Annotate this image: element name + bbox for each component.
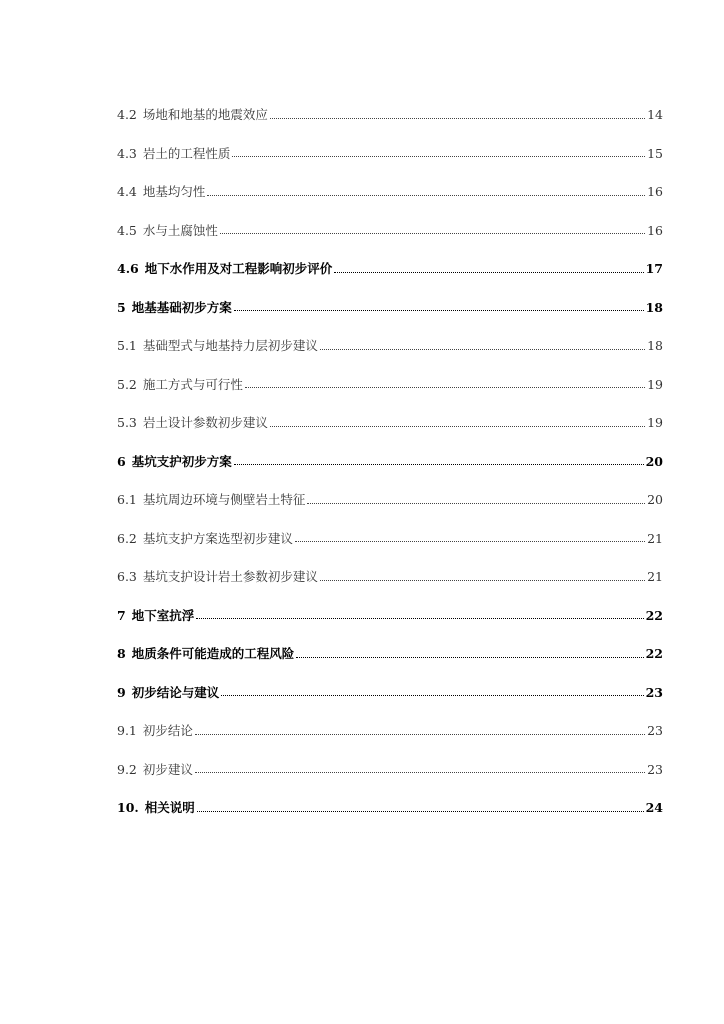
toc-entry[interactable] [117,391,663,430]
toc-entry[interactable] [117,507,663,546]
toc-entry-page: 22 [645,646,663,661]
toc-entry-page: 20 [645,453,663,469]
toc-dot-leader [197,811,644,812]
toc-entry-number: 6.1 [117,492,137,507]
toc-entry-title: 地下室抗浮 [131,607,195,623]
toc-entry-title: 相关说明 [144,800,195,815]
toc-entry-page: 20 [647,492,663,507]
toc-entry-page: 18 [645,299,663,315]
toc-entry-number: 8 [117,646,126,661]
toc-entry-title: 初步结论与建议 [131,684,220,700]
table-of-contents [117,83,663,815]
toc-entry-title: 岩土的工程性质 [142,145,231,161]
toc-entry-title: 地基均匀性 [142,184,206,199]
toc-entry-number: 5.2 [117,376,137,392]
toc-entry[interactable] [117,584,663,623]
toc-entry-title: 地基基础初步方案 [131,299,232,315]
toc-entry-title: 基坑周边环境与侧壁岩土特征 [142,492,306,507]
toc-entry[interactable] [117,776,663,815]
toc-entry-page: 19 [647,376,663,392]
toc-entry[interactable] [117,199,663,238]
toc-entry-title: 施工方式与可行性 [142,376,243,392]
toc-entry[interactable] [117,738,663,777]
toc-dot-leader [270,118,645,119]
toc-entry-title: 基坑支护方案选型初步建议 [142,530,293,546]
toc-entry[interactable] [117,237,663,276]
toc-entry-number: 4.2 [117,107,137,122]
toc-dot-leader [234,310,644,311]
toc-dot-leader [307,503,645,504]
toc-entry-number: 6.2 [117,530,137,546]
toc-dot-leader [320,349,645,350]
toc-dot-leader [232,156,645,157]
toc-entry-page: 23 [645,684,663,700]
toc-dot-leader [245,387,645,388]
toc-entry-title: 基坑支护初步方案 [131,453,232,469]
toc-entry-title: 地下水作用及对工程影响初步评价 [144,261,333,276]
toc-entry[interactable] [117,699,663,738]
toc-entry-page: 21 [647,569,663,584]
toc-entry[interactable] [117,160,663,199]
toc-entry-page: 21 [647,530,663,546]
toc-entry-title: 地质条件可能造成的工程风险 [131,646,295,661]
toc-entry-number: 9 [117,684,126,700]
toc-entry[interactable] [117,314,663,353]
toc-entry-page: 16 [647,222,663,238]
toc-entry-number: 10. [117,800,139,815]
toc-entry-page: 17 [645,261,663,276]
toc-entry-title: 岩土设计参数初步建议 [142,415,268,430]
toc-entry[interactable] [117,353,663,392]
toc-dot-leader [234,464,644,465]
toc-entry-page: 22 [645,607,663,623]
toc-entry-number: 7 [117,607,126,623]
toc-entry-number: 5 [117,299,126,315]
toc-dot-leader [207,195,645,196]
toc-entry[interactable] [117,661,663,700]
toc-entry-title: 场地和地基的地震效应 [142,107,268,122]
toc-dot-leader [195,772,645,773]
toc-entry-page: 15 [647,145,663,161]
toc-dot-leader [295,541,645,542]
toc-entry-page: 24 [645,800,663,815]
toc-entry[interactable] [117,545,663,584]
toc-dot-leader [334,272,643,273]
toc-entry-title: 初步结论 [142,723,193,738]
toc-entry-page: 18 [647,338,663,353]
toc-entry-title: 初步建议 [142,761,193,777]
toc-entry-number: 5.1 [117,338,137,353]
toc-dot-leader [270,426,645,427]
toc-dot-leader [320,580,645,581]
toc-entry[interactable] [117,430,663,469]
toc-entry-title: 基础型式与地基持力层初步建议 [142,338,318,353]
toc-entry-number: 4.5 [117,222,137,238]
toc-dot-leader [220,233,645,234]
toc-entry-page: 19 [647,415,663,430]
toc-entry-number: 5.3 [117,415,137,430]
toc-entry[interactable] [117,122,663,161]
toc-entry-number: 9.2 [117,761,137,777]
toc-entry-number: 4.3 [117,145,137,161]
toc-entry-number: 4.6 [117,261,139,276]
toc-dot-leader [221,695,643,696]
toc-entry-title: 基坑支护设计岩土参数初步建议 [142,569,318,584]
toc-entry-title: 水与土腐蚀性 [142,222,218,238]
toc-entry[interactable] [117,83,663,122]
toc-entry-page: 16 [647,184,663,199]
toc-dot-leader [296,657,643,658]
toc-dot-leader [196,618,643,619]
toc-entry-page: 23 [647,723,663,738]
toc-entry-number: 6.3 [117,569,137,584]
toc-entry-page: 23 [647,761,663,777]
toc-entry-number: 9.1 [117,723,137,738]
toc-entry[interactable] [117,622,663,661]
toc-dot-leader [195,734,645,735]
toc-entry-number: 4.4 [117,184,137,199]
toc-entry[interactable] [117,468,663,507]
toc-entry-number: 6 [117,453,126,469]
toc-entry[interactable] [117,276,663,315]
toc-entry-page: 14 [647,107,663,122]
